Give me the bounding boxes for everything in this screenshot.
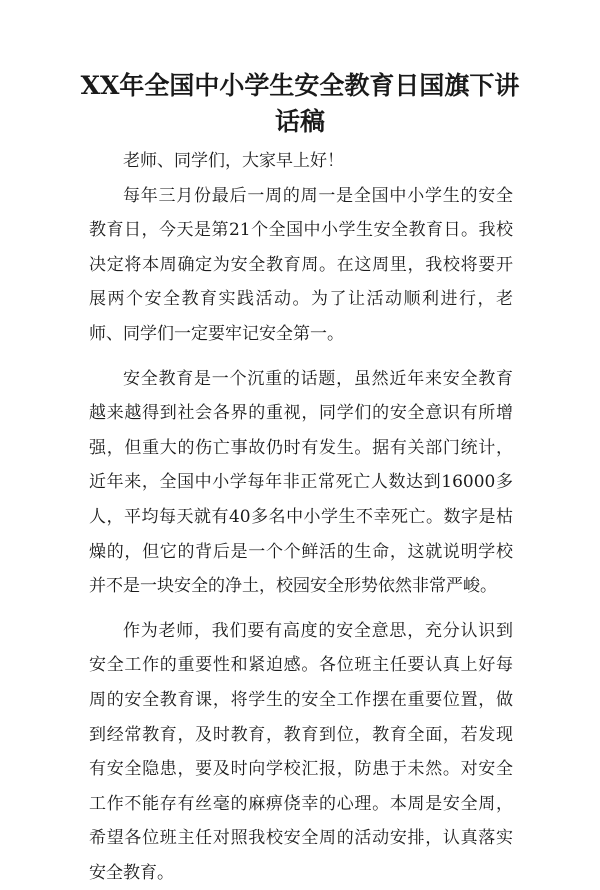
- body-paragraph: 每年三月份最后一周的周一是全国中小学生的安全教育日，今天是第21个全国中小学生安全教育日。我校决定将本周确定为安全教育周。在这周里，我校将要开展两个安全教育实践活动。为了让活动顺利进行，老师、同学们一定要牢记安全第一。: [89, 185, 513, 344]
- document-body: [89, 144, 513, 890]
- body-paragraph: 作为老师，我们要有高度的安全意思，充分认识到安全工作的重要性和紧迫感。各位班主任要认真上好每周的安全教育课，将学生的安全工作摆在重要位置，做到经常教育，及时教育，教育到位，教育全面，若发现有安全隐患，要及时向学校汇报，防患于未然。对安全工作不能存有丝毫的麻痹侥幸的心理。本周是安全周，希望各位班主任对照我校安全周的活动安排，认真落实安全教育。: [89, 620, 513, 883]
- document-title: XX年全国中小学生安全教育日国旗下讲话稿: [80, 71, 520, 136]
- body-paragraph: 安全教育是一个沉重的话题，虽然近年来安全教育越来越得到社会各界的重视，同学们的安全意识有所增强，但重大的伤亡事故仍时有发生。据有关部门统计，近年来，全国中小学每年非正常死亡人数达到16000多人，平均每天就有40多名中小学生不幸死亡。数字是枯燥的，但它的背后是一个个鲜活的生命，这就说明学校并不是一块安全的净土，校园安全形势依然非常严峻。: [89, 368, 513, 597]
- greeting-paragraph: 老师、同学们，大家早上好！: [123, 151, 344, 171]
